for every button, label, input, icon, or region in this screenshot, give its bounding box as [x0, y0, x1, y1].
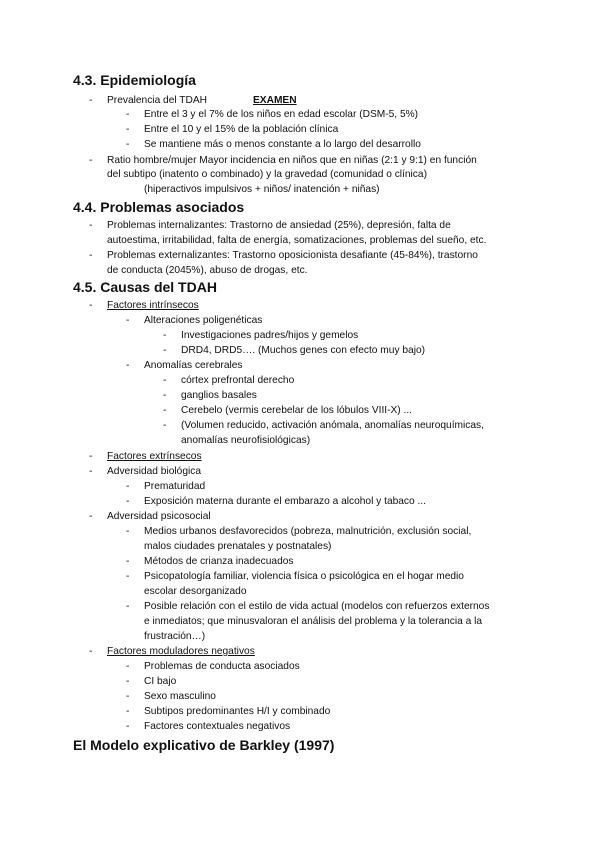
bullet-dash: - [89, 466, 93, 477]
bullet-dash: - [89, 155, 93, 166]
biological-adversity-heading: Adversidad biológica [107, 466, 202, 477]
intrinsic-factors-heading: Factores intrínsecos [107, 300, 199, 311]
prevalence-label: Prevalencia del TDAH [107, 95, 208, 106]
list-item: ganglios basales [181, 390, 257, 401]
bullet-dash: - [163, 390, 167, 401]
list-item-continuation: malos ciudades prenatales y postnatales) [144, 541, 332, 552]
list-item-continuation: anomalías neurofisiológicas) [181, 435, 311, 446]
list-item: Entre el 3 y el 7% de los niños en edad escolar (DSM-5, 5%) [144, 109, 419, 120]
bullet-dash: - [126, 721, 130, 732]
list-item: CI bajo [144, 676, 177, 687]
psychosocial-adversity-heading: Adversidad psicosocial [107, 511, 211, 522]
list-item: Posible relación con el estilo de vida actual (modelos con refuerzos externos [144, 601, 490, 612]
internalizing-line-2: autoestima, irritabilidad, falta de energía, somatizaciones, problemas del sueño, etc. [107, 235, 487, 246]
list-item: Prematuridad [144, 481, 206, 492]
list-item-continuation: escolar desorganizado [144, 586, 247, 597]
list-item: DRD4, DRD5…. (Muchos genes con efecto muy bajo) [181, 345, 426, 356]
list-item-continuation: frustración…) [144, 631, 206, 642]
section-title-causas: 4.5. Causas del TDAH [73, 279, 217, 295]
bullet-dash: - [89, 220, 93, 231]
bullet-dash: - [89, 250, 93, 261]
brain-anomalies-heading: Anomalías cerebrales [144, 360, 243, 371]
exam-tag: EXAMEN [253, 95, 297, 106]
bullet-dash: - [126, 676, 130, 687]
section-title-problemas: 4.4. Problemas asociados [73, 199, 245, 215]
list-item: Investigaciones padres/hijos y gemelos [181, 330, 359, 341]
list-item: Entre el 10 y el 15% de la población clínica [144, 124, 339, 135]
bullet-dash: - [89, 95, 93, 106]
modulating-factors-heading: Factores moduladores negativos [107, 646, 255, 657]
list-item: Subtipos predominantes H/I y combinado [144, 706, 331, 717]
externalizing-line-1: Problemas externalizantes: Trastorno oposicionista desafiante (45-84%), trastorno [107, 250, 478, 261]
bullet-dash: - [126, 691, 130, 702]
list-item: Problemas de conducta asociados [144, 661, 300, 672]
list-item: Sexo masculino [144, 691, 216, 702]
bullet-dash: - [89, 300, 93, 311]
bullet-dash: - [126, 481, 130, 492]
bullet-dash: - [126, 661, 130, 672]
bullet-dash: - [126, 139, 130, 150]
bullet-dash: - [163, 420, 167, 431]
bullet-dash: - [126, 556, 130, 567]
list-item-continuation: e inmediatos; que minusvaloran el análisis del problema y la tolerancia a la [144, 616, 483, 627]
ratio-line-2: del subtipo (inatento o combinado) y la gravedad (comunidad o clínica) [107, 169, 427, 180]
list-item: Psicopatología familiar, violencia física o psicológica en el hogar medio [144, 571, 464, 582]
list-item: (Volumen reducido, activación anómala, anomalías neuroquímicas, [181, 420, 484, 431]
ratio-line-1: Ratio hombre/mujer Mayor incidencia en niños que en niñas (2:1 y 9:1) en función [107, 155, 477, 166]
list-item: Métodos de crianza inadecuados [144, 556, 294, 567]
bullet-dash: - [126, 315, 130, 326]
bullet-dash: - [89, 511, 93, 522]
section-title-barkley: El Modelo explicativo de Barkley (1997) [73, 737, 335, 753]
bullet-dash: - [163, 375, 167, 386]
bullet-dash: - [126, 601, 130, 612]
bullet-dash: - [126, 109, 130, 120]
internalizing-line-1: Problemas internalizantes: Trastorno de ansiedad (25%), depresión, falta de [107, 220, 451, 231]
bullet-dash: - [163, 345, 167, 356]
externalizing-line-2: de conducta (2045%), abuso de drogas, etc. [107, 265, 308, 276]
bullet-dash: - [126, 526, 130, 537]
polygenic-heading: Alteraciones poligenéticas [144, 315, 263, 326]
list-item: Exposición materna durante el embarazo a alcohol y tabaco ... [144, 496, 427, 507]
extrinsic-factors-heading: Factores extrínsecos [107, 451, 202, 462]
bullet-dash: - [126, 124, 130, 135]
bullet-dash: - [126, 571, 130, 582]
bullet-dash: - [163, 330, 167, 341]
bullet-dash: - [126, 496, 130, 507]
bullet-dash: - [126, 706, 130, 717]
section-title-epidemiologia: 4.3. Epidemiología [73, 72, 196, 88]
bullet-dash: - [89, 646, 93, 657]
list-item: Cerebelo (vermis cerebelar de los lóbulos VIII-X) ... [181, 405, 413, 416]
bullet-dash: - [163, 405, 167, 416]
bullet-dash: - [89, 451, 93, 462]
list-item: Se mantiene más o menos constante a lo largo del desarrollo [144, 139, 421, 150]
bullet-dash: - [126, 360, 130, 371]
ratio-line-3: (hiperactivos impulsivos + niños/ inatención + niñas) [144, 184, 380, 195]
list-item: córtex prefrontal derecho [181, 375, 295, 386]
list-item: Factores contextuales negativos [144, 721, 291, 732]
list-item: Medios urbanos desfavorecidos (pobreza, malnutrición, exclusión social, [144, 526, 472, 537]
